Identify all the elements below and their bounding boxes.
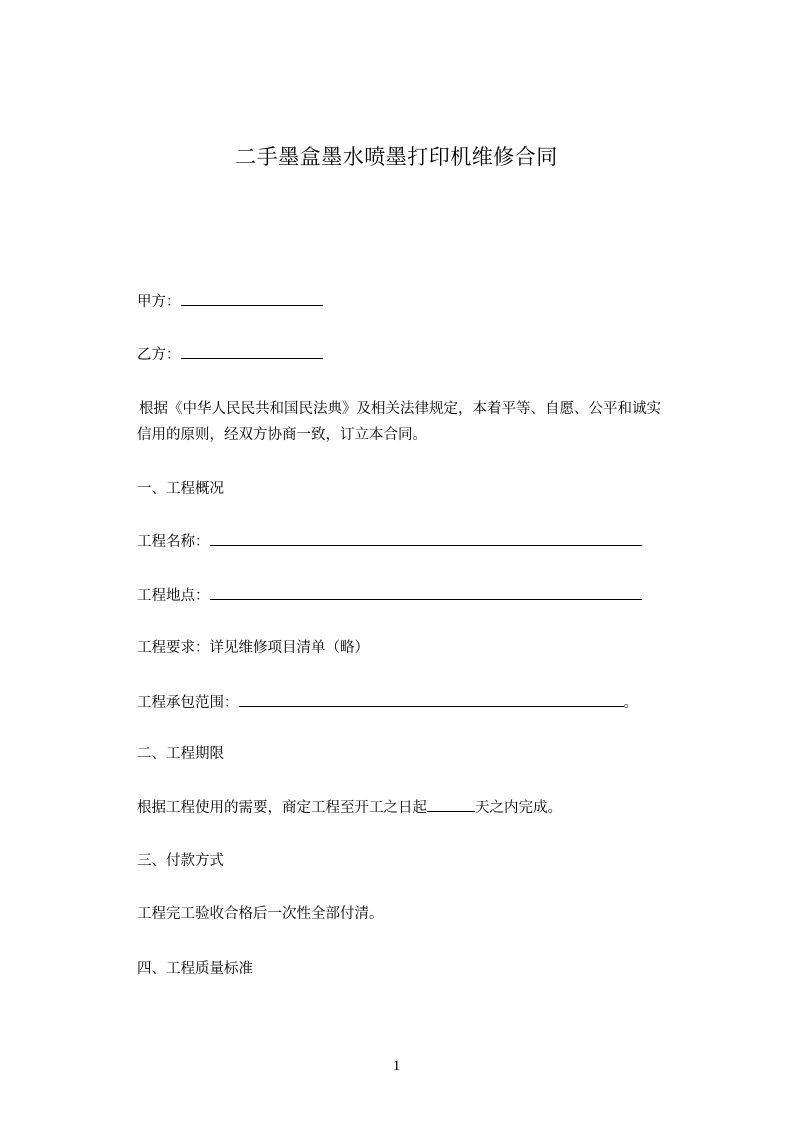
- project-scope-line: [137, 692, 638, 713]
- payment-text: 工程完工验收合格后一次性全部付清。: [137, 906, 384, 922]
- project-name-line: [137, 531, 642, 552]
- project-name-label: 工程名称：: [137, 534, 210, 550]
- page-number: 1: [392, 1058, 401, 1074]
- duration-days-blank[interactable]: [427, 797, 475, 812]
- party-b-blank[interactable]: [181, 344, 323, 359]
- preamble-line-1: 根据《中华人民民共和国民法典》及相关法律规定，本着平等、自愿、公平和诚实: [139, 401, 661, 417]
- section-2-heading: 二、工程期限: [137, 746, 224, 762]
- project-location-line: [137, 585, 642, 606]
- project-name-blank[interactable]: [210, 531, 642, 546]
- project-location-blank[interactable]: [210, 585, 642, 600]
- section-3-heading: 三、付款方式: [137, 853, 224, 869]
- project-requirements: 工程要求：详见维修项目清单（略）: [137, 640, 369, 656]
- project-scope-end: 。: [623, 695, 638, 711]
- party-b-label: 乙方：: [137, 347, 181, 363]
- preamble-line-2: 信用的原则，经双方协商一致，订立本合同。: [137, 427, 427, 443]
- party-a-line: [137, 291, 323, 312]
- duration-text-before: 根据工程使用的需要，商定工程至开工之日起: [137, 800, 427, 816]
- party-a-blank[interactable]: [181, 291, 323, 306]
- party-a-label: 甲方：: [137, 294, 181, 310]
- section-1-heading: 一、工程概况: [137, 481, 224, 497]
- duration-text-after: 天之内完成。: [475, 800, 562, 816]
- project-location-label: 工程地点：: [137, 588, 210, 604]
- party-b-line: [137, 344, 323, 365]
- project-duration-line: [137, 797, 562, 818]
- document-title: 二手墨盒墨水喷墨打印机维修合同: [235, 145, 558, 169]
- section-4-heading: 四、工程质量标准: [137, 961, 253, 977]
- project-scope-label: 工程承包范围：: [137, 695, 239, 711]
- project-scope-blank[interactable]: [239, 692, 624, 707]
